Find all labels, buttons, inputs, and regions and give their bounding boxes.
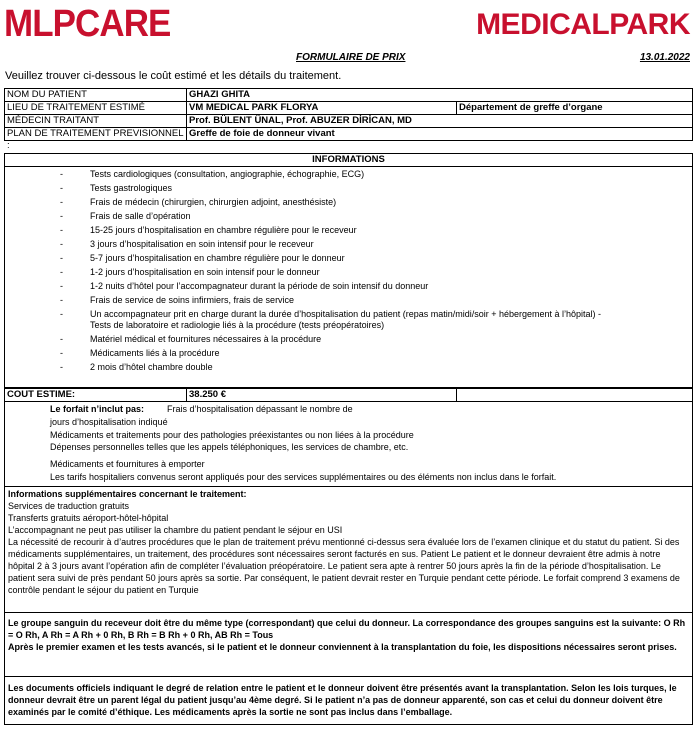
cost-label: COUT ESTIME: — [5, 389, 187, 401]
exclusion-line: Médicaments et traitements pour des pathologies préexistantes ou non liées à la procédure — [50, 430, 414, 440]
supplementary-line: Transferts gratuits aéroport-hôtel-hôpital — [8, 513, 169, 523]
informations-list: - Tests cardiologiques (consultation, angiographie, échographie, ECG) - Tests gastrologiques - Frais de médecin (chirurgien, chirurgien adjoint, anesthésiste) - Frais de salle d’opération - 15-25 jours d’hospitalisation en chambre régulière pour le receveur - 3 jours d’hospitalisation en soin intensif pour le receveur - 5-7 jours d’hospitalisation en chambre régulière pour le donneur - 1-2 jours d’hospitalisation en soin intensif pour le donneur - 1-2 nuits d’hôtel pour l’accompagnateur durant la période de soin intensif du donneur - Frais de service de soins infirmiers, frais de service - Un accompagnateur prit en charge durant la durée d’hospitalisation du patient (repas matin/midi/soir + hébergement à l’hôpital) - Tests de laboratoire et radiologie liés à la procédure (tests préopératoires) - Matériel médical et fournitures nécessaires à la procédure - Médicaments liés à la procédure - 2 mois d’hôtel chambre double — [4, 166, 693, 388]
supplementary-line: Services de traduction gratuits — [8, 501, 130, 511]
mlpcare-logo: MLPCARE — [4, 3, 171, 45]
exclusions-section — [4, 401, 693, 487]
intro-text: Veuillez trouver ci-dessous le coût estimé et les détails du traitement. — [5, 70, 342, 82]
exclusions-heading: Le forfait n’inclut pas: — [50, 404, 145, 414]
supplementary-section — [4, 487, 693, 613]
blood-group-paragraph: Après le premier examen et les tests avancés, si le patient et le donneur conviennent à la transplantation du foie, les dispositions nécessaires seront prises. — [8, 642, 677, 652]
form-title: FORMULAIRE DE PRIX — [296, 52, 406, 63]
doctor-value: Prof. BÜLENT ÜNAL, Prof. ABUZER DİRİCAN, MD — [189, 115, 412, 126]
department-value: Département de greffe d’organe — [459, 102, 603, 113]
treatment-location-label: LIEU DE TRAITEMENT ESTIMÉ — [5, 102, 187, 114]
cost-row — [4, 388, 693, 402]
blood-group-paragraph: Le groupe sanguin du receveur doit être du même type (correspondant) que celui du donneur. La correspondance des groupes sanguins est la suivante: O Rh = O Rh, A Rh = A Rh + 0 Rh, B Rh = B Rh + 0 Rh, AB Rh = Tous — [8, 618, 686, 640]
treatment-location-value: VM MEDICAL PARK FLORYA — [187, 102, 457, 114]
form-date: 13.01.2022 — [639, 52, 690, 63]
table-row — [5, 128, 692, 151]
supplementary-heading: Informations supplémentaires concernant le traitement: — [8, 489, 247, 499]
exclusion-line: jours d’hospitalisation indiqué — [50, 417, 168, 427]
medicalpark-logo: MEDICALPARK — [476, 8, 690, 41]
patient-name-label: NOM DU PATIENT — [5, 89, 187, 101]
patient-name-value: GHAZI GHITA — [189, 89, 251, 100]
informations-heading: INFORMATIONS — [4, 153, 693, 167]
exclusion-line: Les tarifs hospitaliers convenus seront appliqués pour des services supplémentaires ou des éléments non inclus dans le forfait. — [50, 472, 557, 482]
table-row — [5, 115, 692, 128]
supplementary-paragraph: La nécessité de recourir à d’autres procédures que le plan de traitement prévu mentionné ci-dessus sera évaluée lors de l’examen clinique et du statut du patient. Si des médicaments supplémentaires, un traitement, des procédures sont nécessaires seront facturés en sus. Patient Le patient et le donneur devraient être admis à notre hôpital 2 à 3 jours avant l’opération afin de compléter l’évaluation préopératoire. Le patient sera apte à rentrer 50 jours après la fin de la période d’hospitalisation. Le patient sera suivi de près pendant 50 jours après sa sortie. Par conséquent, le patient devrait rester en Turquie pendant cette période. Le forfait comprend 3 examens de contrôle pendant le séjour du patient en Turquie — [8, 537, 680, 595]
documents-paragraph: Les documents officiels indiquant le degré de relation entre le patient et le donneur doivent être présentés avant la transplantation. Selon les lois turques, le donneur devrait être un parent légal du patient jusqu’au 4ème degré. Si le patient n’a pas de donneur apparenté, son cas et celui du donneur doivent être examinés par le comité d’éthique. Les médicaments après la sortie ne sont pas inclus dans l’emballage. — [8, 683, 677, 717]
documents-section — [4, 677, 693, 725]
supplementary-line: L’accompagnant ne peut pas utiliser la chambre du patient pendant le séjour en USI — [8, 525, 343, 535]
table-row — [5, 89, 692, 102]
treatment-plan-label: PLAN DE TRAITEMENT PREVISIONNEL : — [5, 128, 187, 140]
exclusion-line: Frais d’hospitalisation dépassant le nombre de — [167, 404, 353, 414]
exclusion-line: Dépenses personnelles telles que les appels téléphoniques, les services de chambre, etc. — [50, 442, 409, 452]
treatment-plan-value: Greffe de foie de donneur vivant — [189, 128, 335, 139]
cost-value: 38.250 € — [187, 389, 457, 401]
patient-table — [4, 88, 693, 151]
table-row — [5, 102, 692, 115]
blood-group-section — [4, 613, 693, 677]
doctor-label: MÉDECIN TRAITANT — [5, 115, 187, 127]
exclusion-line: Médicaments et fournitures à emporter — [50, 459, 205, 469]
